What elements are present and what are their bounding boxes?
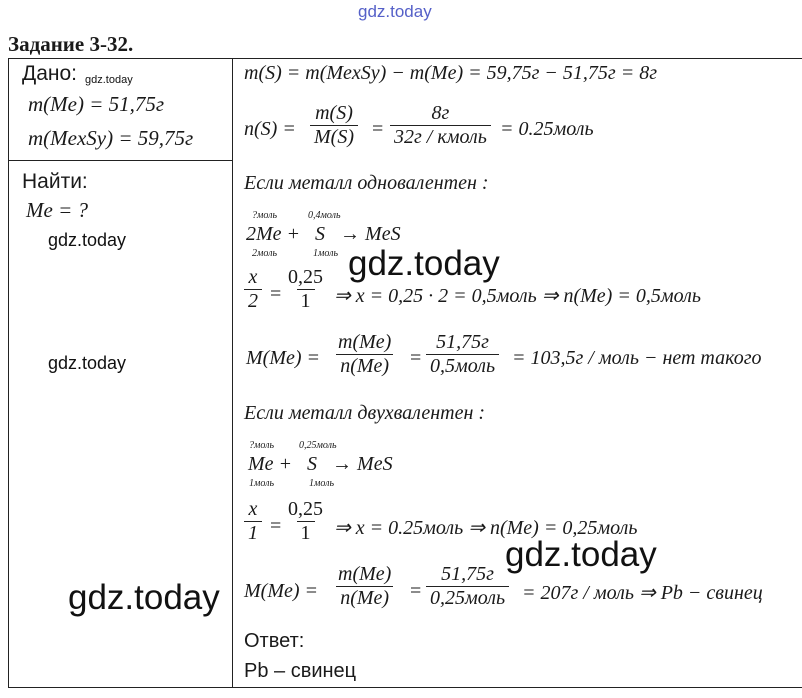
case2-reaction: Me + S → MeS xyxy=(248,453,393,475)
case1-mol-bot-1: 2моль xyxy=(252,248,278,259)
case1-prop-num-1: x xyxy=(248,266,258,288)
watermark-center-1: gdz.today xyxy=(348,244,500,283)
case1-reaction: 2Me + S → MeS xyxy=(246,223,401,245)
watermark-given: gdz.today xyxy=(85,74,133,86)
case2-molar-eq: = xyxy=(410,580,422,602)
case1-prop-den-2: 1 xyxy=(297,289,315,313)
case2-prop-den-1: 1 xyxy=(244,521,262,545)
watermark-left-2: gdz.today xyxy=(48,353,127,373)
case1-molar-fraction-2 xyxy=(426,331,499,378)
case1-molar-num-1: m(Me) xyxy=(338,331,392,353)
case2-mol-top-1: ?моль xyxy=(249,440,275,451)
given-label: Дано: xyxy=(22,62,78,85)
case2-mol-bot-1: 1моль xyxy=(249,478,275,489)
find-label: Найти: xyxy=(22,170,88,193)
case2-molar-num-1: m(Me) xyxy=(338,563,392,585)
answer-label: Ответ: xyxy=(244,630,305,652)
given-m-mexsy: m(MexSy) = 59,75г xyxy=(28,126,194,150)
case2-molar-fraction-2 xyxy=(426,563,509,610)
case2-prop-fraction-1 xyxy=(244,498,262,545)
case2-mol-top-2: 0,25моль xyxy=(299,440,337,451)
case1-label: Если металл одновалентен : xyxy=(244,172,489,194)
watermark-center-2: gdz.today xyxy=(505,535,657,574)
case2-molar-den-2: 0,25моль xyxy=(426,586,509,610)
n-s-fraction-2-num: 8г xyxy=(431,102,450,124)
n-s-fraction-1-num: m(S) xyxy=(315,102,353,124)
solution-line-mass-s: m(S) = m(MexSy) − m(Me) = 59,75г − 51,75г = 8г xyxy=(244,62,658,84)
find-target: Me = ? xyxy=(26,198,88,222)
case1-prop-num-2: 0,25 xyxy=(288,266,323,288)
case1-prop-fraction-1 xyxy=(244,266,262,313)
n-s-lhs: n(S) = xyxy=(244,118,296,140)
case2-prop-fraction-2 xyxy=(284,498,327,545)
case2-mol-bot-2: 1моль xyxy=(309,478,335,489)
case1-prop-fraction-2 xyxy=(284,266,327,313)
case2-prop-den-2: 1 xyxy=(297,521,315,545)
case1-mol-top-1: ?моль xyxy=(252,210,278,221)
case1-molar-num-2: 51,75г xyxy=(436,331,489,353)
case1-molar-rest: = 103,5г / моль − нет такого xyxy=(512,347,762,369)
case1-prop-rest: ⇒ x = 0,25 · 2 = 0,5моль ⇒ n(Me) = 0,5моль xyxy=(334,285,701,307)
case1-molar-den-2: 0,5моль xyxy=(426,354,499,378)
watermark-left-1: gdz.today xyxy=(48,230,127,250)
case1-molar-den-1: n(Me) xyxy=(336,354,393,378)
case2-molar-lhs: M(Me) = xyxy=(244,580,319,602)
case2-prop-eq: = xyxy=(270,515,282,537)
n-s-fraction-2 xyxy=(390,102,491,149)
n-s-fraction-1 xyxy=(310,102,358,149)
task-title: Задание 3-32. xyxy=(8,32,134,56)
answer-value: Pb – свинец xyxy=(244,660,357,682)
case2-prop-num-2: 0,25 xyxy=(288,498,323,520)
case1-molar-fraction-1 xyxy=(334,331,395,378)
case2-molar-num-2: 51,75г xyxy=(441,563,494,585)
n-s-fraction-2-den: 32г / кмоль xyxy=(390,125,491,149)
watermark-top: gdz.today xyxy=(358,2,432,21)
table-bottom-border xyxy=(8,687,802,688)
case2-prop-rest: ⇒ x = 0.25моль ⇒ n(Me) = 0,25моль xyxy=(334,517,638,539)
case2-molar-den-1: n(Me) xyxy=(336,586,393,610)
case1-mol-top-2: 0,4моль xyxy=(308,210,341,221)
case1-mol-bot-2: 1моль xyxy=(313,248,339,259)
case1-prop-eq: = xyxy=(270,283,282,305)
case1-prop-den-1: 2 xyxy=(244,289,262,313)
case2-prop-num-1: x xyxy=(248,498,258,520)
table-left-border xyxy=(8,58,9,688)
n-s-fraction-1-den: M(S) xyxy=(310,125,358,149)
case2-label: Если металл двухвалентен : xyxy=(244,402,486,424)
case1-molar-eq: = xyxy=(410,347,422,369)
table-top-border xyxy=(8,58,802,59)
given-m-me: m(Me) = 51,75г xyxy=(28,92,165,116)
watermark-bottom-left: gdz.today xyxy=(68,578,220,617)
case1-molar-lhs: M(Me) = xyxy=(246,347,321,369)
given-find-divider xyxy=(8,160,233,161)
n-s-eq: = xyxy=(372,118,384,140)
n-s-result: = 0.25моль xyxy=(500,118,594,140)
table-column-divider xyxy=(232,58,233,688)
case2-molar-fraction-1 xyxy=(334,563,395,610)
case2-molar-rest: = 207г / моль ⇒ Pb − свинец xyxy=(522,582,763,604)
